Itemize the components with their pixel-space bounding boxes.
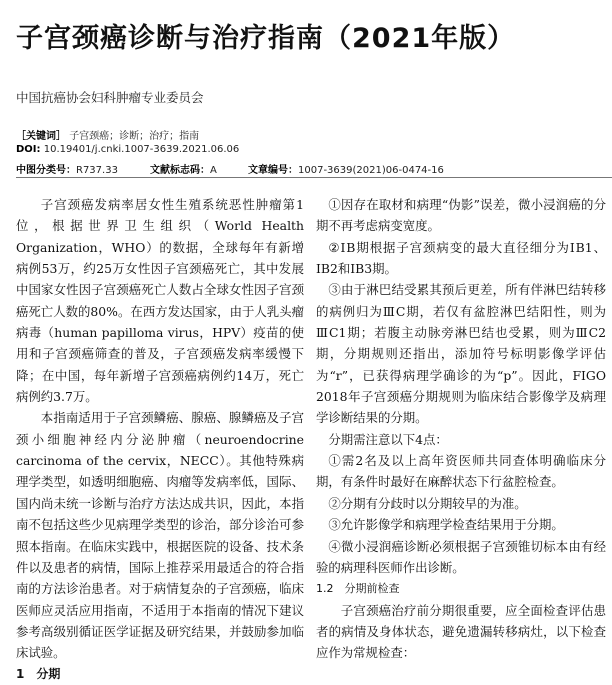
left-column <box>16 194 304 685</box>
article-number-value: 1007-3639(2021)06-0474-16 <box>298 165 444 176</box>
article-number-label: 文章编号： <box>248 165 298 176</box>
staging-point-1: ①需2名及以上高年资医师共同查体明确临床分期，有条件时最好在麻醉状态下行盆腔检查。 <box>316 453 606 490</box>
staging-change-item-1: ①因存在取材和病理“伪影”误差，微小浸润癌的分期不再考虑病变宽度。 <box>316 197 606 234</box>
keywords-value: 子宫颈癌；诊断；治疗；指南 <box>69 131 200 142</box>
doi-line <box>16 144 239 155</box>
staging-point-3: ③允许影像学和病理学检查结果用于分期。 <box>328 517 564 533</box>
staging-point-4: ④微小浸润癌诊断必须根据子宫颈锥切标本由有经验的病理科医师作出诊断。 <box>316 538 606 575</box>
clc-value: R737.33 <box>76 165 118 176</box>
intro-paragraph-1: 子宫颈癌发病率居女性生殖系统恶性肿瘤第1位，根据世界卫生组织（World Health Organization，WHO）的数据，全球每年有新增病例53万，约25万女性因子宫颈癌死亡，其中发展中国家女性因子宫颈癌死亡人数占全球女性因子宫颈癌死亡人数的80%。在西方发达国家，由于人乳头瘤病毒（human papilloma virus，HPV）疫苗的使用和子宫颈癌筛查的普及，子宫颈癌发病率缓慢下降；在中国，每年新增子宫颈癌病例约14万，死亡病例约3.7万。 <box>16 197 304 405</box>
classification-line <box>16 161 444 176</box>
doi-label: DOI: <box>16 144 41 155</box>
doc-code-value: A <box>210 165 217 176</box>
clc-label: 中图分类号： <box>16 165 76 176</box>
staging-change-item-2: ②ⅠB期根据子宫颈病变的最大直径细分为ⅠB1、ⅠB2和ⅠB3期。 <box>316 239 606 277</box>
staging-points-intro: 分期需注意以下4点： <box>328 431 448 447</box>
subsection-heading-pre-staging-exam: 1.2 分期前检查 <box>316 582 400 596</box>
article-title: 子宫颈癌诊断与治疗指南（2021年版） <box>16 23 516 54</box>
doc-code-label: 文献标志码： <box>150 165 210 176</box>
staging-change-item-3: ③由于淋巴结受累其预后更差，所有伴淋巴结转移的病例归为ⅢC期，若仅有盆腔淋巴结阳性，则为ⅢC1期；若腹主动脉旁淋巴结也受累，则为ⅢC2期，分期规则还指出，添加符号标明影像学评估为“r”，已获得病理学确诊的为“p”。因此，FIGO 2018年子宫颈癌分期规则为临床结合影像学及病理学诊断结果的分期。 <box>316 282 606 426</box>
keywords-line <box>16 127 199 142</box>
section-heading-staging: 1 分期 <box>16 666 61 681</box>
right-column <box>316 194 606 664</box>
pre-staging-exam-paragraph: 子宫颈癌治疗前分期很重要，应全面检查评估患者的病情及身体状态，避免遗漏转移病灶，以下检查应作为常规检查： <box>316 602 606 661</box>
author-organization: 中国抗癌协会妇科肿瘤专业委员会 <box>16 90 204 105</box>
keywords-label: ［关键词］ <box>16 131 66 142</box>
header-divider <box>16 177 612 178</box>
staging-point-2: ②分期有分歧时以分期较早的为准。 <box>328 495 527 511</box>
intro-paragraph-2: 本指南适用于子宫颈鳞癌、腺癌、腺鳞癌及子宫颈小细胞神经内分泌肿瘤（neuroendocrine carcinoma of the cervix，NECC）。其他特殊病理学类型，如透明细胞癌、肉瘤等发病率低，国际、国内尚未统一诊断与治疗方法达成共识，因此，本指南不包括这些少见病理学类型的诊治，部分诊治可参照本指南。在临床实践中，根据医院的设备、技术条件以及患者的病情，国际上推荐采用最适合的符合指南的方法诊治患者。对于病情复杂的子宫颈癌，临床医师应灵活应用指南，不适用于本指南的情况下建议参考高级别循证医学证据及研究结果，并鼓励参加临床试验。 <box>16 410 304 661</box>
doi-value: 10.19401/j.cnki.1007-3639.2021.06.06 <box>43 144 240 155</box>
